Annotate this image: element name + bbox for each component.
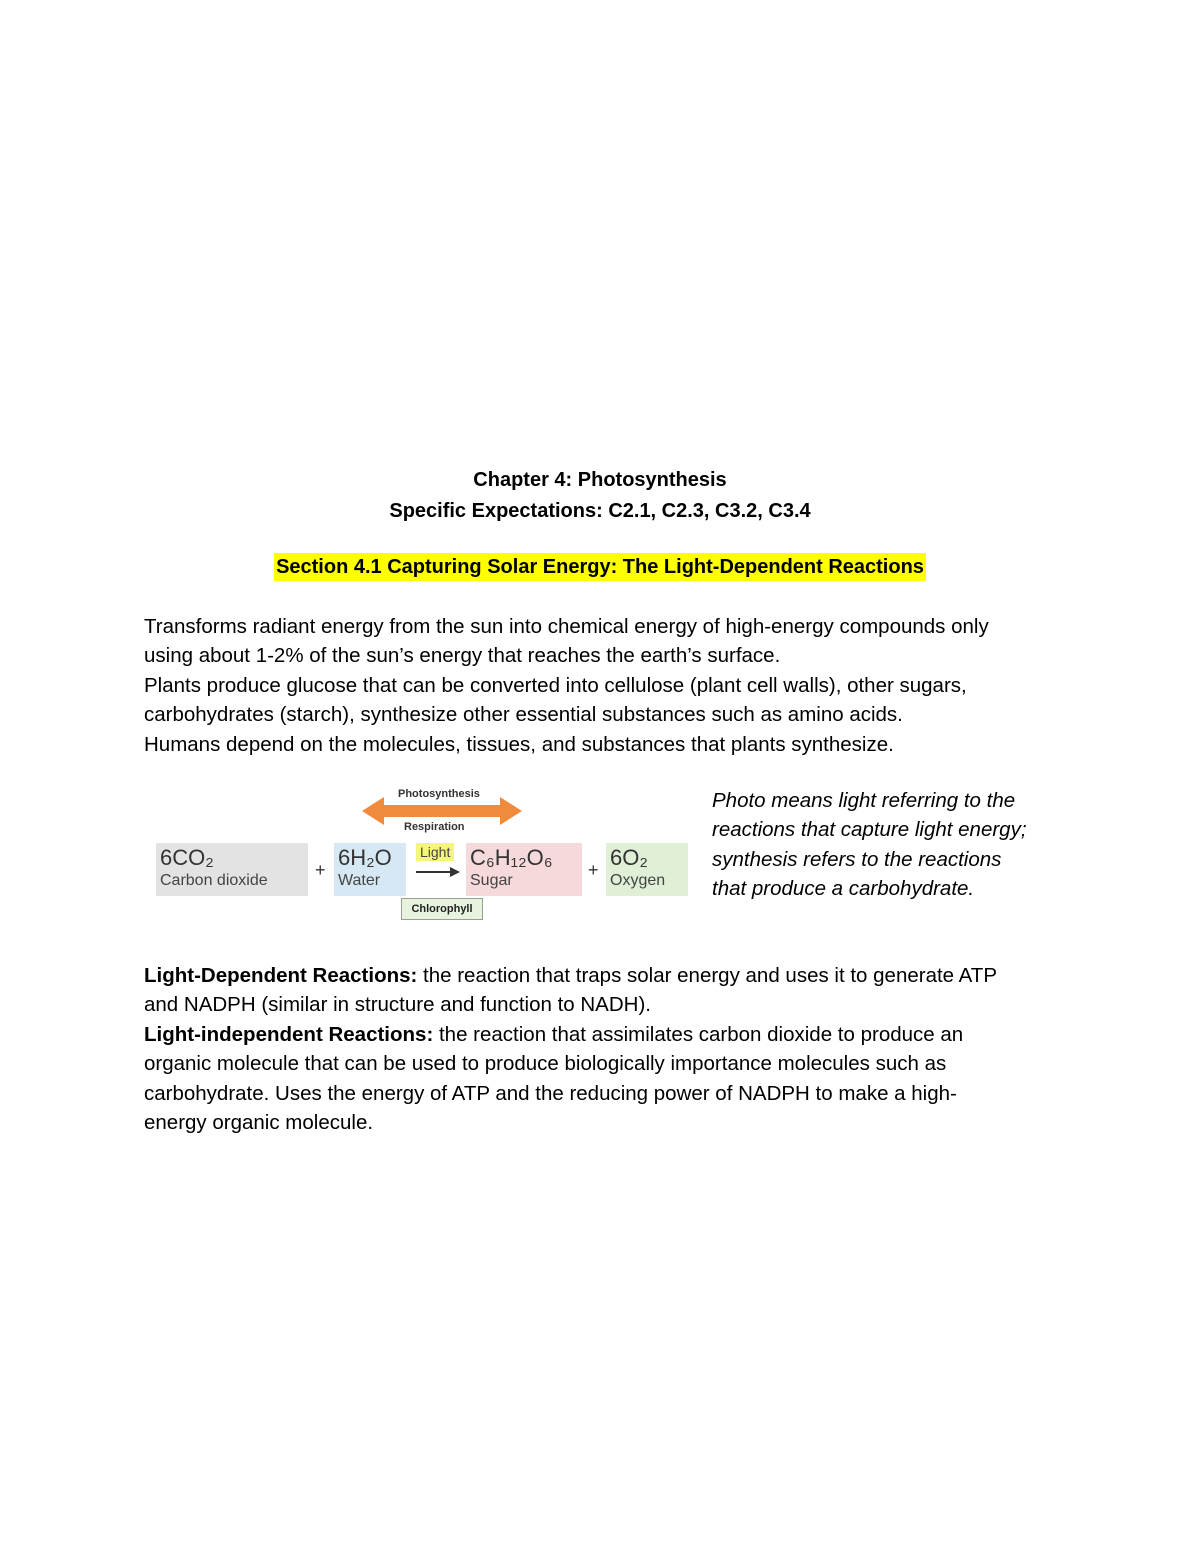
ldr-definition-line (144, 961, 1064, 990)
ldr-term: Light-Dependent Reactions: (144, 964, 418, 987)
intro-paragraph (144, 612, 1064, 759)
chlorophyll-condition-label: Chlorophyll (401, 898, 483, 920)
sugar-box (466, 843, 582, 896)
lir-definition-line: organic molecule that can be used to produce biologically importance molecules such as (144, 1052, 947, 1076)
section-heading-wrap (0, 553, 1200, 581)
ldr-text: the reaction that traps solar energy and uses it to generate ATP (417, 964, 997, 987)
lir-term: Light-independent Reactions: (144, 1022, 434, 1046)
photosynthesis-equation-diagram (150, 780, 695, 930)
carbon-dioxide-box (156, 843, 308, 896)
section-heading: Section 4.1 Capturing Solar Energy: The Light-Dependent Reactions (274, 553, 926, 581)
intro-line: Plants produce glucose that can be converted into cellulose (plant cell walls), other sugars, (144, 673, 967, 697)
plus-sign: + (315, 860, 326, 880)
photo-synthesis-note (712, 786, 1072, 904)
ldr-definition-line: and NADPH (similar in structure and function to NADH). (144, 993, 651, 1017)
photosynthesis-label: Photosynthesis (398, 788, 480, 800)
respiration-label: Respiration (404, 821, 465, 833)
water-name: Water (338, 872, 381, 889)
plus-sign: + (588, 860, 599, 880)
specific-expectations: Specific Expectations: C2.1, C2.3, C3.2, C3.4 (389, 500, 811, 522)
carbon-dioxide-formula: 6CO₂ (160, 845, 214, 870)
carbon-dioxide-name: Carbon dioxide (160, 872, 268, 889)
oxygen-box (606, 843, 688, 896)
sugar-name: Sugar (470, 872, 513, 889)
reaction-arrow-icon (416, 866, 460, 878)
oxygen-name: Oxygen (610, 872, 666, 889)
intro-line: Transforms radiant energy from the sun into chemical energy of high-energy compounds only (144, 615, 989, 638)
intro-line: using about 1-2% of the sun’s energy that reaches the earth’s surface. (144, 644, 781, 668)
note-line: Photo means light referring to the (712, 789, 1016, 812)
intro-line: Humans depend on the molecules, tissues, and substances that plants synthesize. (144, 732, 894, 756)
light-condition-label: Light (416, 843, 454, 861)
chapter-title: Chapter 4: Photosynthesis (473, 469, 727, 491)
note-line: reactions that capture light energy; (712, 818, 1027, 842)
sugar-formula: C₆H₁₂O₆ (470, 845, 553, 870)
definitions-paragraph (144, 961, 1064, 1137)
lir-definition-line: energy organic molecule. (144, 1111, 374, 1135)
intro-line: carbohydrates (starch), synthesize other essential substances such as amino acids. (144, 703, 903, 727)
lir-definition-line: carbohydrate. Uses the energy of ATP and the reducing power of NADPH to make a high- (144, 1081, 957, 1105)
lir-text: the reaction that assimilates carbon dioxide to produce an (433, 1022, 964, 1046)
note-line: that produce a carbohydrate. (712, 877, 975, 901)
lir-definition-line (144, 1020, 1064, 1049)
note-line: synthesis refers to the reactions (712, 847, 1002, 871)
water-formula: 6H₂O (338, 845, 392, 870)
water-box (334, 843, 406, 896)
oxygen-formula: 6O₂ (610, 845, 648, 870)
